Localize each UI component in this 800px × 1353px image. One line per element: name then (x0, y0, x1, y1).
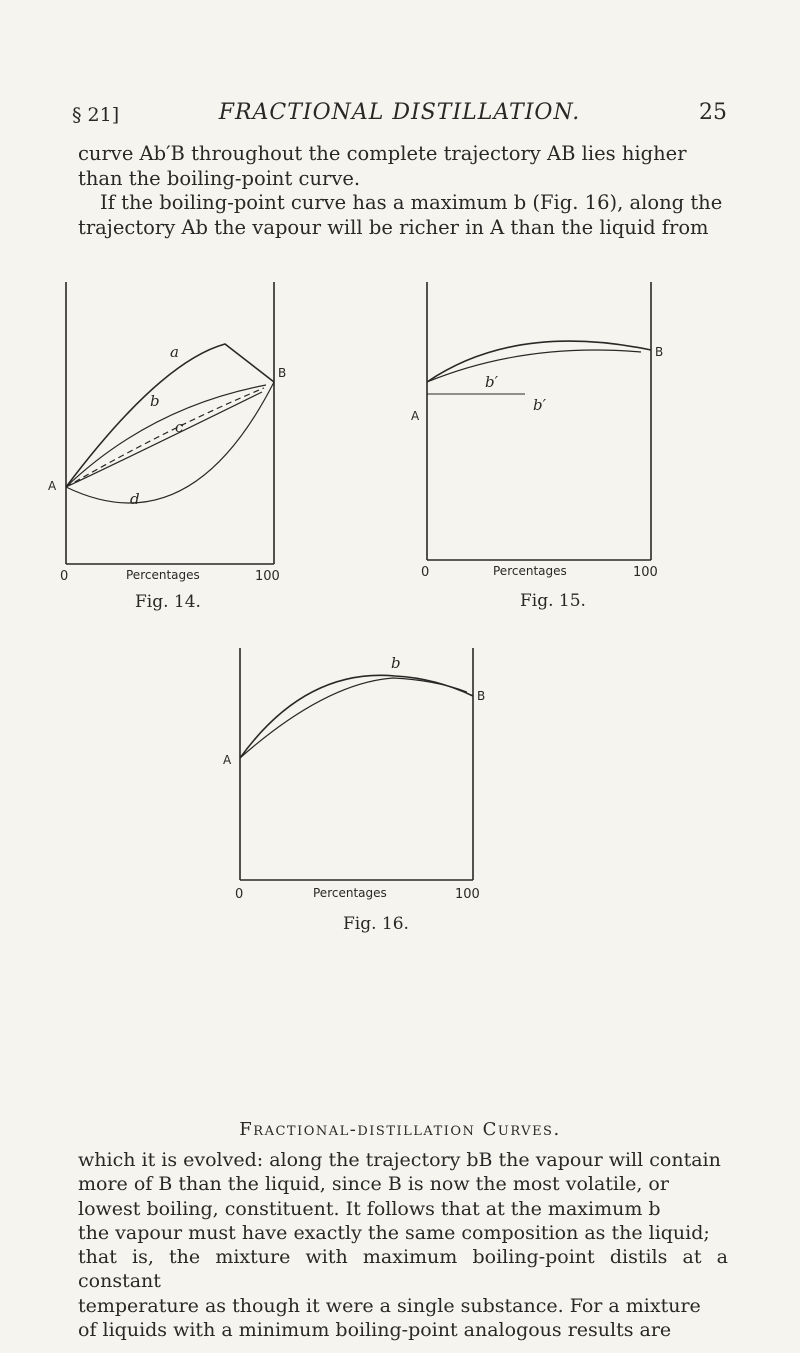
fig14-curve-d (66, 382, 274, 503)
running-header (72, 100, 727, 136)
fig14-label-b: b (150, 392, 160, 410)
top-paragraph (78, 142, 728, 240)
fig14-label-B: B (278, 366, 287, 380)
fig16-x-min: 0 (235, 887, 244, 902)
text-line: trajectory Ab the vapour will be richer in A than the liquid from (78, 215, 709, 239)
fig16-axis-label: Percentages (313, 886, 387, 900)
text-line: the vapour must have exactly the same composition as the liquid; (78, 1221, 710, 1244)
text-line: temperature as though it were a single substance. For a mixture (78, 1294, 701, 1317)
section-number: § 21] (72, 104, 120, 126)
fig15-label-b1: b′ (485, 373, 499, 391)
figures-title: Fractional-distillation Curves. (239, 1119, 561, 1140)
text-line: lowest boiling, constituent. It follows that at the maximum b (78, 1197, 661, 1220)
fig14-label-c: c (175, 418, 184, 436)
figure-16 (215, 648, 515, 1008)
fig14-curve-c (66, 388, 264, 487)
fig16-x-max: 100 (455, 887, 480, 902)
fig15-axis-label: Percentages (493, 564, 567, 578)
fig14-x-max: 100 (255, 569, 280, 584)
text-line: curve Ab′B throughout the complete trajectory AB lies higher (78, 142, 687, 165)
text-line: that is, the mixture with maximum boiling-point distils at a constant (78, 1246, 728, 1293)
fig16-caption: Fig. 16. (343, 914, 409, 934)
fig15-vapour-curve (427, 341, 651, 382)
figure-14 (40, 282, 300, 632)
text-line: of liquids with a minimum boiling-point analogous results are (78, 1319, 672, 1342)
fig15-x-max: 100 (633, 565, 658, 580)
text-line: If the boiling-point curve has a maximum b (Fig. 16), along the (100, 191, 723, 214)
figure-15 (405, 282, 695, 632)
page-number: 25 (699, 100, 727, 125)
fig15-label-B: B (655, 345, 664, 359)
bottom-paragraph (78, 1148, 728, 1342)
fig15-label-A: A (411, 409, 420, 423)
fig15-caption: Fig. 15. (520, 591, 586, 611)
fig14-label-A: A (48, 479, 57, 493)
fig14-caption: Fig. 14. (135, 592, 201, 612)
fig14-x-min: 0 (60, 569, 69, 584)
text-line: more of B than the liquid, since B is now the most volatile, or (78, 1173, 669, 1196)
running-title: FRACTIONAL DISTILLATION. (218, 100, 581, 125)
fig16-diagram (215, 648, 515, 1008)
fig15-x-min: 0 (421, 565, 430, 580)
fig14-axis-label: Percentages (126, 568, 200, 582)
text-line: than the boiling-point curve. (78, 166, 361, 190)
fig14-label-a: a (170, 343, 179, 361)
fig14-diagram (40, 282, 300, 632)
fig15-diagram (405, 282, 695, 632)
text-line: which it is evolved: along the trajectory bB the vapour will contain (78, 1149, 721, 1171)
fig15-label-b2: b′ (533, 396, 547, 414)
fig16-liquid-curve (240, 678, 467, 758)
fig16-label-B: B (477, 689, 486, 703)
fig16-label-b: b (391, 654, 401, 672)
fig16-vapour-curve (240, 675, 473, 758)
fig15-liquid-curve (427, 350, 641, 382)
fig14-curve-c2 (66, 392, 262, 487)
fig16-label-A: A (223, 753, 232, 767)
fig14-label-d: d (130, 490, 140, 508)
